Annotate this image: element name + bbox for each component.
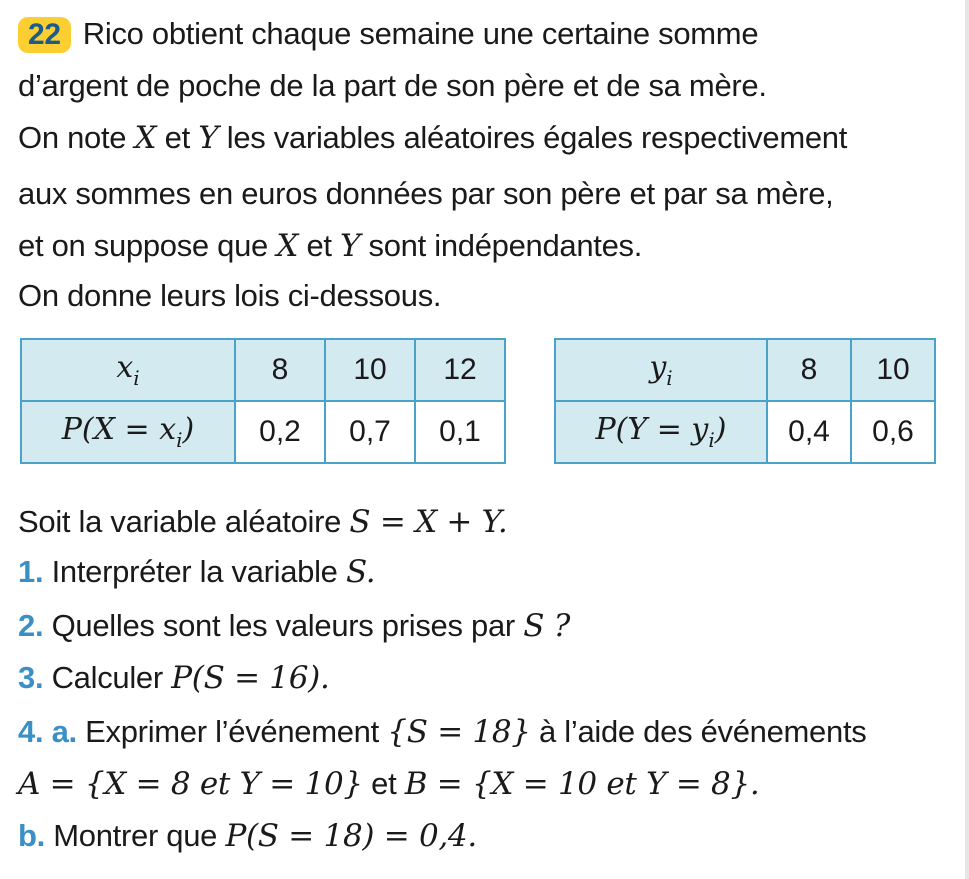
law-table-y xyxy=(554,338,936,464)
table-x-value: 10 xyxy=(325,339,415,401)
table-x-prob: 0,7 xyxy=(325,401,415,463)
question-4a: 4. a. Exprimer l’événement {S = 18} à l’aide des événements xyxy=(18,714,867,750)
law-table-x xyxy=(20,338,506,464)
table-y-value: 10 xyxy=(851,339,935,401)
table-x-prob: 0,2 xyxy=(235,401,325,463)
question-1: 1. Interpréter la variable S. xyxy=(18,554,376,590)
table-x-prob-label: $P(X = x_i)$ xyxy=(21,401,235,463)
table-x-header-cell: $x_i$ xyxy=(21,339,235,401)
intro-line-1: 22 Rico obtient chaque semaine une certaine somme xyxy=(18,14,758,54)
table-y-prob: 0,4 xyxy=(767,401,851,463)
table-y-header-cell: $y_i$ xyxy=(555,339,767,401)
table-x-prob: 0,1 xyxy=(415,401,505,463)
exercise-number-badge: 22 xyxy=(18,17,71,53)
intro-line-3: On note X et Y les variables aléatoires égales respectivement xyxy=(18,120,848,156)
intro-line-5: et on suppose que X et Y sont indépendantes. xyxy=(18,228,643,264)
intro-line-6: On donne leurs lois ci-dessous. xyxy=(18,278,442,313)
question-4b: b. Montrer que P(S = 18) = 0,4. xyxy=(18,818,477,854)
page-edge xyxy=(965,0,969,879)
table-y-prob-label: $P(Y = y_i)$ xyxy=(555,401,767,463)
question-4a-events: A = {X = 8 et Y = 10} et B = {X = 10 et Y = 8}. xyxy=(18,766,760,802)
table-x-value: 8 xyxy=(235,339,325,401)
intro-line-2: d’argent de poche de la part de son père et de sa mère. xyxy=(18,68,767,103)
table-x-value: 12 xyxy=(415,339,505,401)
table-y-value: 8 xyxy=(767,339,851,401)
intro-line-4: aux sommes en euros données par son père et par sa mère, xyxy=(18,176,834,211)
question-2: 2. Quelles sont les valeurs prises par S ? xyxy=(18,608,571,644)
statement-line: Soit la variable aléatoire S = X + Y. xyxy=(18,504,508,540)
question-3: 3. Calculer P(S = 16). xyxy=(18,660,330,696)
table-y-prob: 0,6 xyxy=(851,401,935,463)
